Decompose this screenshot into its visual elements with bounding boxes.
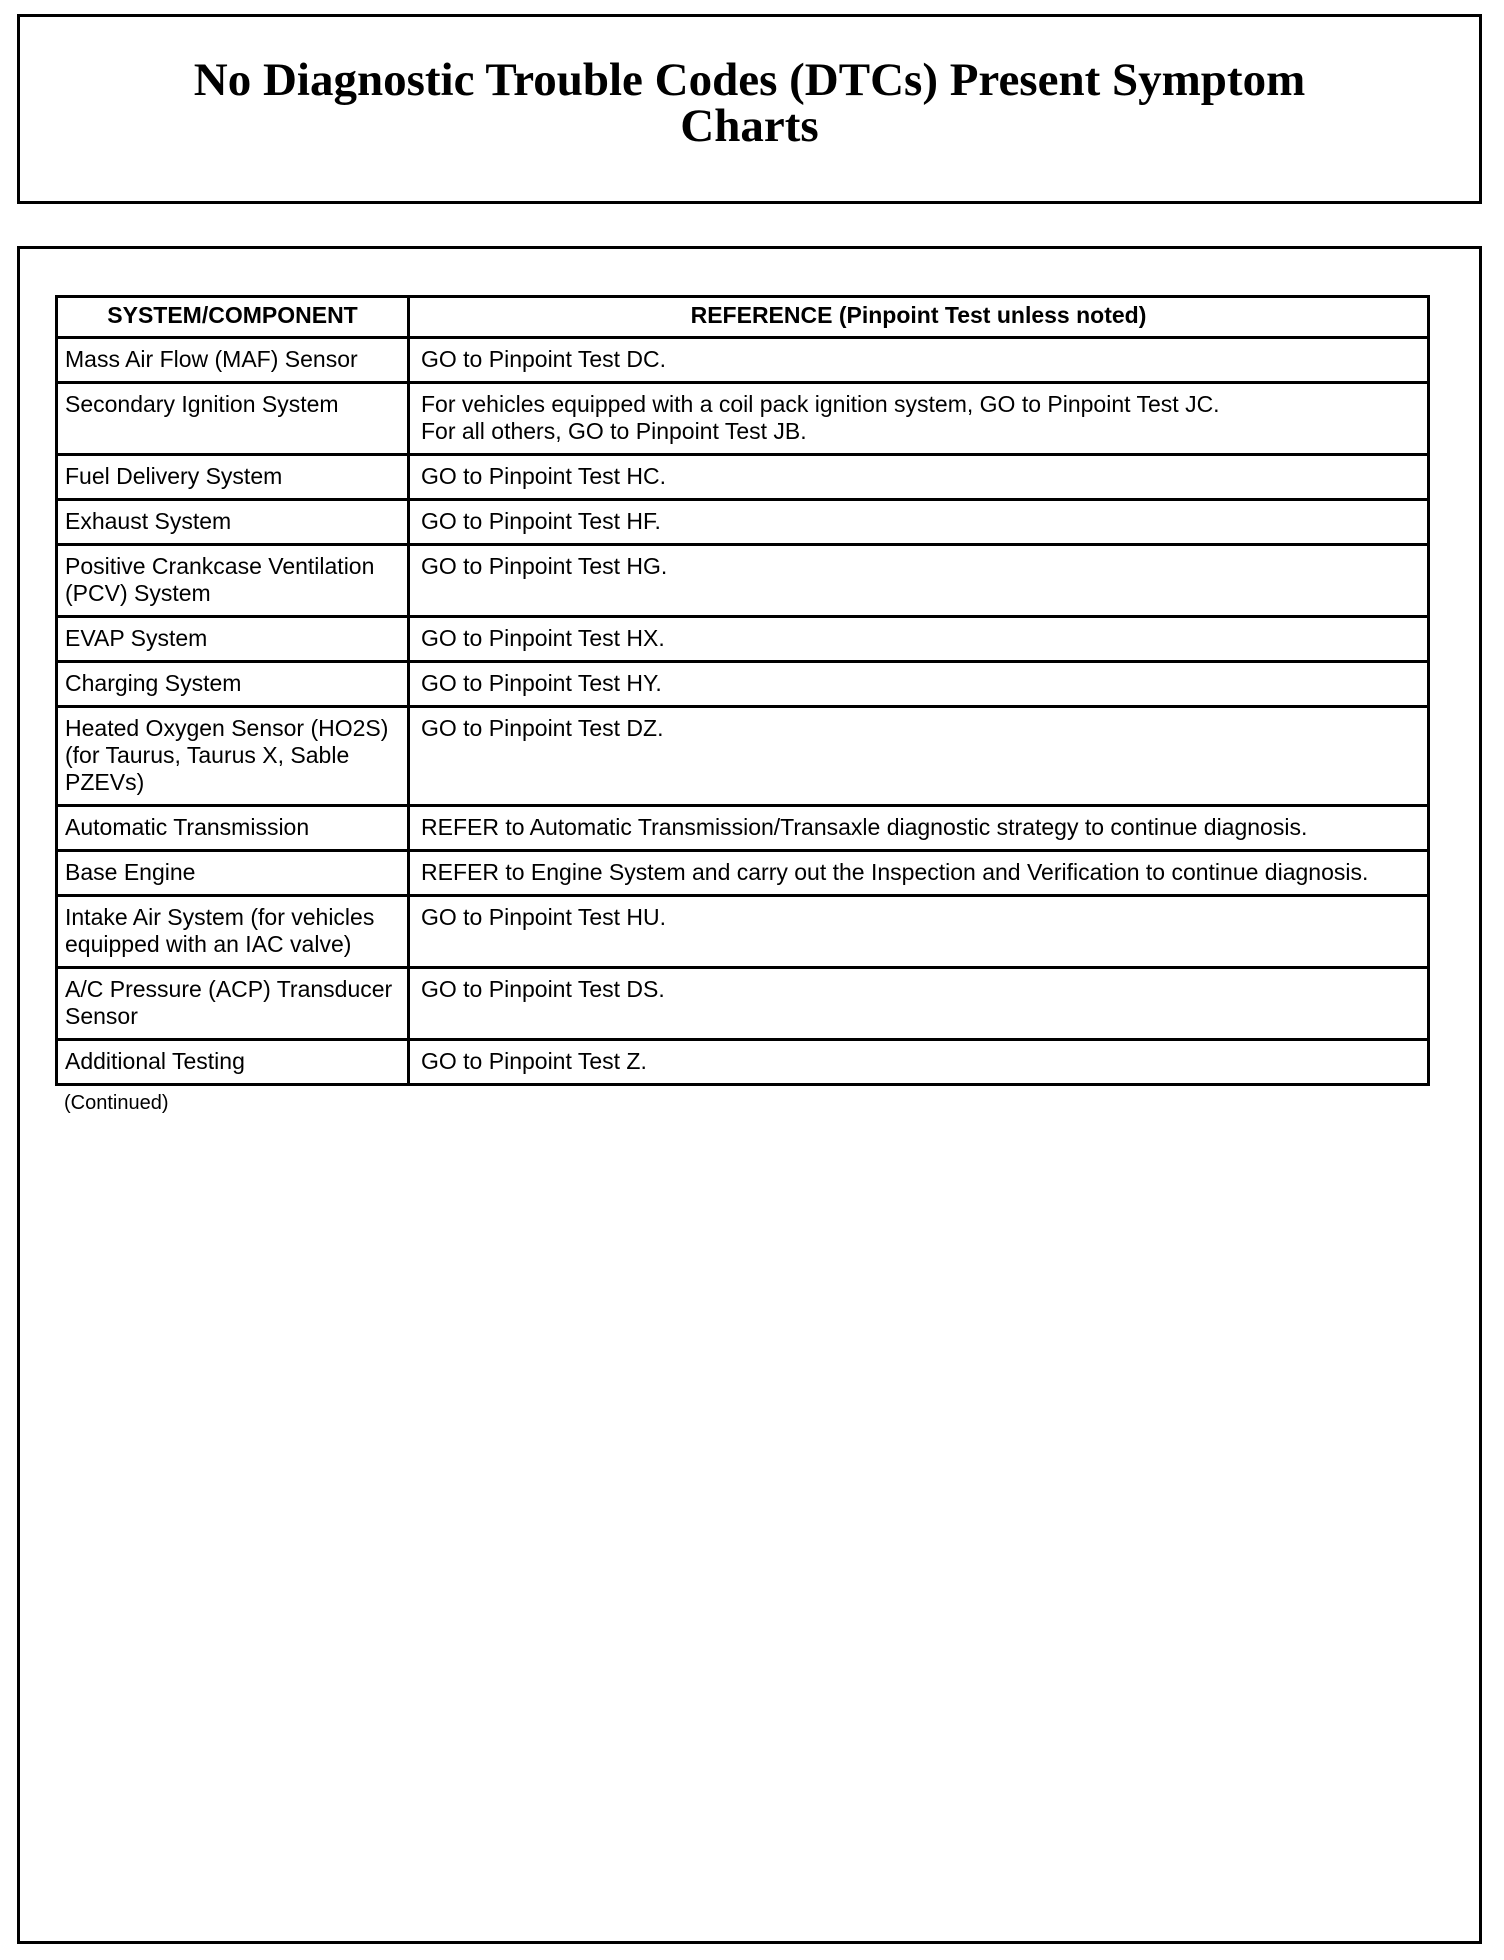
reference-cell: GO to Pinpoint Test HC.	[409, 455, 1429, 500]
system-cell: Mass Air Flow (MAF) Sensor	[57, 338, 409, 383]
reference-cell: REFER to Automatic Transmission/Transaxle diagnostic strategy to continue diagnosis.	[409, 806, 1429, 851]
table-row	[57, 851, 1429, 896]
system-cell: A/C Pressure (ACP) Transducer Sensor	[57, 968, 409, 1040]
reference-cell: GO to Pinpoint Test HX.	[409, 617, 1429, 662]
reference-cell: GO to Pinpoint Test DZ.	[409, 707, 1429, 806]
system-cell: Fuel Delivery System	[57, 455, 409, 500]
content-box	[17, 246, 1482, 1944]
table-row	[57, 545, 1429, 617]
system-cell: Charging System	[57, 662, 409, 707]
system-cell: Secondary Ignition System	[57, 383, 409, 455]
system-cell: EVAP System	[57, 617, 409, 662]
reference-cell: GO to Pinpoint Test DC.	[409, 338, 1429, 383]
table-row	[57, 338, 1429, 383]
table-row	[57, 1040, 1429, 1085]
system-cell: Exhaust System	[57, 500, 409, 545]
title-box	[17, 14, 1482, 204]
system-cell: Automatic Transmission	[57, 806, 409, 851]
page-title: No Diagnostic Trouble Codes (DTCs) Present Symptom Charts	[193, 54, 1306, 152]
table-row	[57, 806, 1429, 851]
reference-cell: GO to Pinpoint Test HU.	[409, 896, 1429, 968]
table-header-row	[57, 297, 1429, 338]
column-header-system: SYSTEM/COMPONENT	[57, 297, 409, 338]
reference-cell: For vehicles equipped with a coil pack ignition system, GO to Pinpoint Test JC. For all others, GO to Pinpoint Test JB.	[409, 383, 1429, 455]
table-row	[57, 383, 1429, 455]
system-cell: Base Engine	[57, 851, 409, 896]
symptom-chart-table	[55, 295, 1430, 1086]
reference-cell: REFER to Engine System and carry out the Inspection and Verification to continue diagnosis.	[409, 851, 1429, 896]
table-row	[57, 617, 1429, 662]
table-row	[57, 500, 1429, 545]
reference-cell: GO to Pinpoint Test HF.	[409, 500, 1429, 545]
table-row	[57, 707, 1429, 806]
system-cell: Positive Crankcase Ventilation (PCV) System	[57, 545, 409, 617]
reference-cell: GO to Pinpoint Test DS.	[409, 968, 1429, 1040]
table-row	[57, 662, 1429, 707]
system-cell: Intake Air System (for vehicles equipped with an IAC valve)	[57, 896, 409, 968]
reference-cell: GO to Pinpoint Test HY.	[409, 662, 1429, 707]
table-row	[57, 968, 1429, 1040]
table-row	[57, 896, 1429, 968]
system-cell: Additional Testing	[57, 1040, 409, 1085]
table-row	[57, 455, 1429, 500]
column-header-reference: REFERENCE (Pinpoint Test unless noted)	[409, 297, 1429, 338]
system-cell: Heated Oxygen Sensor (HO2S) (for Taurus, Taurus X, Sable PZEVs)	[57, 707, 409, 806]
continued-note: (Continued)	[64, 1092, 169, 1114]
reference-cell: GO to Pinpoint Test Z.	[409, 1040, 1429, 1085]
reference-cell: GO to Pinpoint Test HG.	[409, 545, 1429, 617]
